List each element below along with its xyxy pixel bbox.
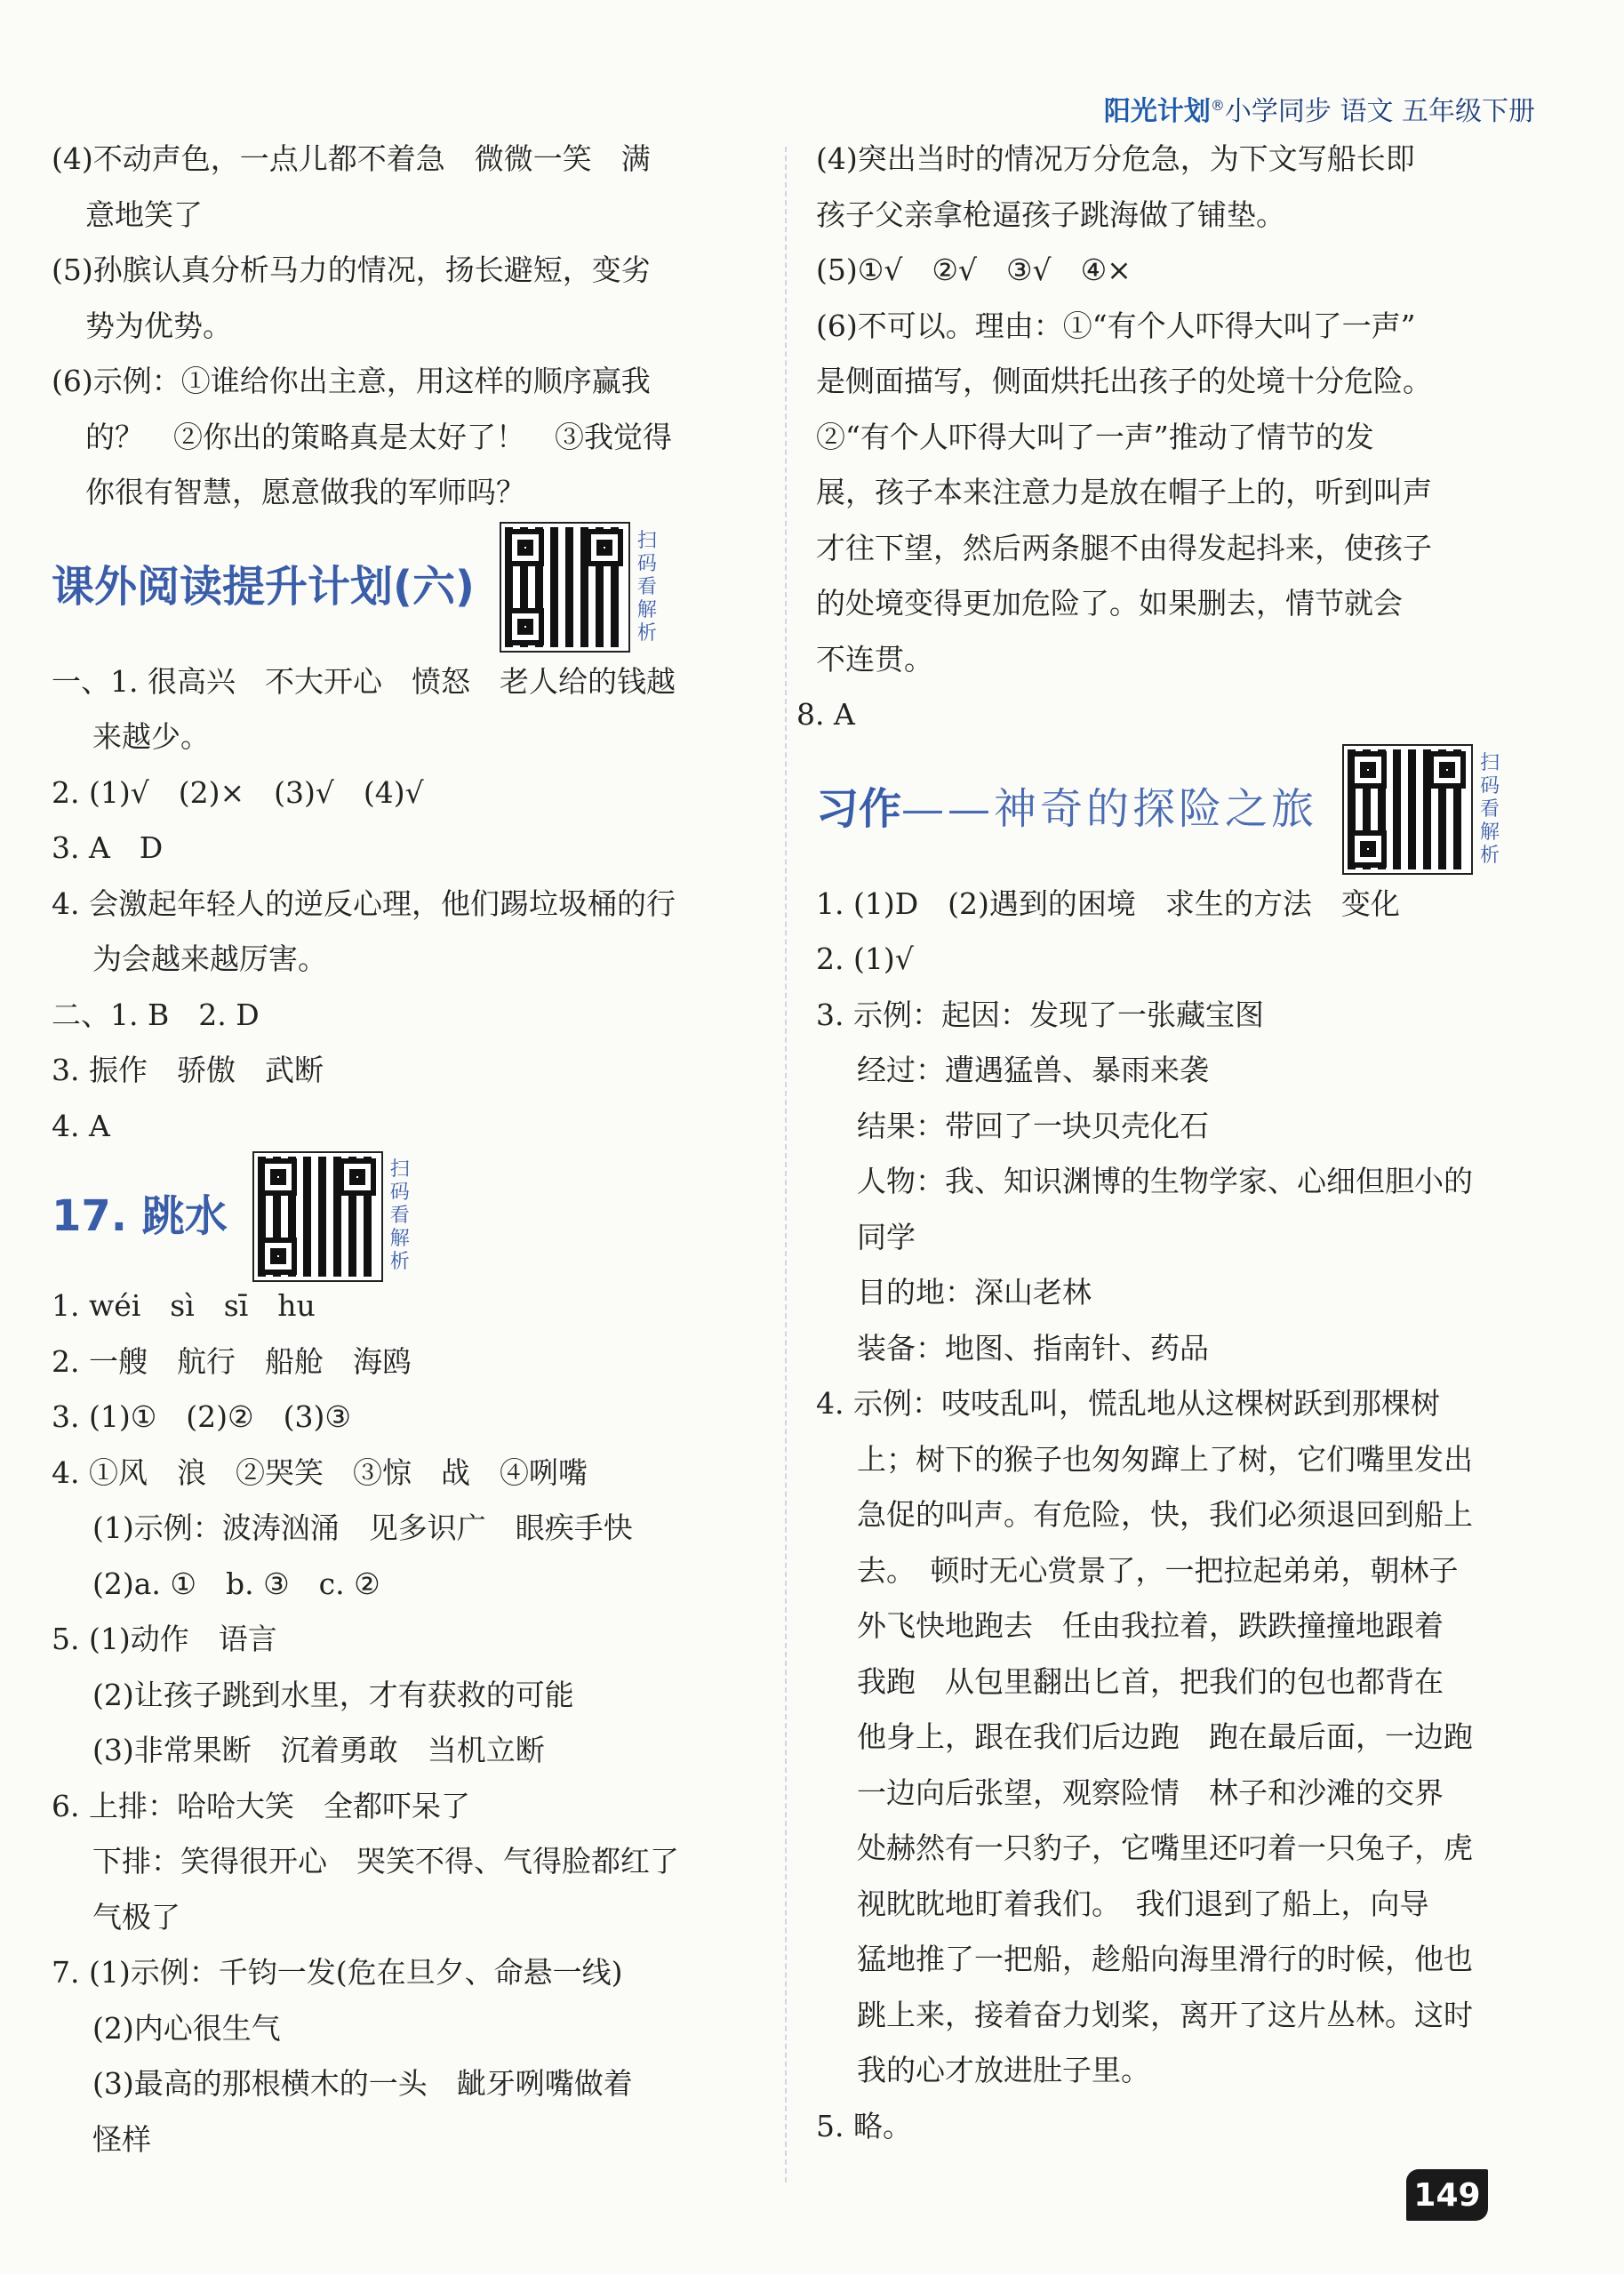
lesson17-answers [52, 1278, 745, 2167]
answer-line: 4. ①风 浪 ②哭笑 ③惊 战 ④咧嘴 [52, 1454, 588, 1490]
answer-line: 7. (1)示例：千钧一发(危在旦夕、命悬一线) [52, 1955, 623, 1990]
answer-line: 怪样 [92, 2121, 151, 2157]
answer-line: 1. wéi sì sī hu [52, 1288, 316, 1323]
qr-code-icon[interactable] [1344, 746, 1471, 873]
answer-line: 才往下望，然后两条腿不由得发起抖来，使孩子 [816, 530, 1432, 565]
left-intro-block [52, 132, 745, 521]
writing-title-main: 习作 [816, 784, 902, 835]
answer-line: 4. 会激起年轻人的逆反心理，他们踢垃圾桶的行 [52, 885, 676, 921]
answer-line: ②“有个人吓得大叫了一声”推动了情节的发 [816, 419, 1374, 454]
qr-code-icon[interactable] [501, 524, 628, 651]
answer-line: 我的心才放进肚子里。 [857, 2053, 1150, 2087]
answer-line: 去。 顿时无心赏景了，一把拉起弟弟，朝林子 [857, 1552, 1459, 1588]
answer-line: 2. (1)√ (2)× (3)√ (4)√ [52, 774, 424, 810]
book-title: 小学同步 语文 五年级下册 [1224, 96, 1535, 127]
writing-answers [816, 877, 1509, 2155]
answer-line: 4. A [52, 1108, 110, 1143]
answer-line: 3. (1)① (2)② (3)③ [52, 1399, 351, 1434]
answer-line: 的？ ②你出的策略真是太好了！ ③我觉得 [85, 419, 672, 454]
section-heading-lesson17 [52, 1154, 745, 1278]
reading-answers [52, 654, 745, 1155]
registered-mark: ® [1210, 97, 1225, 114]
answer-line: (4)突出当时的情况万分危急，为下文写船长即 [816, 141, 1415, 176]
right-intro-block [796, 132, 1509, 743]
answer-line: 的处境变得更加危险了。如果删去，情节就会 [816, 586, 1403, 621]
answer-line: 上；树下的猴子也匆匆蹿上了树，它们嘴里发出 [857, 1441, 1473, 1477]
answer-line: 目的地：深山老林 [857, 1275, 1092, 1310]
section-heading-writing [816, 743, 1509, 877]
answer-line: (5)孙膑认真分析马力的情况，扬长避短，变劣 [52, 252, 651, 287]
qr-label: 扫码看解析 [1480, 751, 1500, 867]
answer-line: 外飞快地跑去 任由我拉着，跌跌撞撞地跟着 [857, 1608, 1444, 1643]
answer-line: 展，孩子本来注意力是放在帽子上的，听到叫声 [816, 475, 1432, 509]
answer-line: (3)最高的那根横木的一头 龇牙咧嘴做着 [92, 2066, 633, 2101]
answer-line: (6)示例：①谁给你出主意，用这样的顺序赢我 [52, 364, 651, 398]
answer-line: 是侧面描写，侧面烘托出孩子的处境十分危险。 [816, 364, 1432, 398]
answer-line: 猛地推了一把船，趁船向海里滑行的时候，他也 [857, 1942, 1473, 1976]
answer-line: (2)a. ① b. ③ c. ② [92, 1566, 380, 1601]
section-heading-reading [52, 521, 745, 654]
qr-label: 扫码看解析 [389, 1158, 410, 1273]
answer-line: 意地笑了 [85, 196, 203, 232]
answer-line: 2. 一艘 航行 船舱 海鸥 [52, 1343, 412, 1379]
answer-line: 装备：地图、指南针、药品 [857, 1330, 1209, 1366]
answer-line: 结果：带回了一块贝壳化石 [857, 1108, 1209, 1143]
answer-line: 为会越来越厉害。 [92, 941, 327, 976]
answer-line: (1)示例：波涛汹涌 见多识广 眼疾手快 [92, 1510, 633, 1545]
left-column [52, 132, 745, 2167]
answer-line: 3. 振作 骄傲 武断 [52, 1053, 324, 1087]
answer-line: 急促的叫声。有危险，快，我们必须退回到船上 [857, 1497, 1473, 1532]
running-header [1104, 89, 1535, 128]
answer-line: 5. 略。 [816, 2108, 912, 2143]
qr-code-icon[interactable] [254, 1153, 381, 1280]
answer-line: 3. 示例：起因：发现了一张藏宝图 [816, 997, 1264, 1032]
answer-line: 处赫然有一只豹子，它嘴里还叼着一只兔子，虎 [857, 1830, 1473, 1865]
answer-line: 视眈眈地盯着我们。 我们退到了船上，向导 [857, 1886, 1429, 1921]
page-number: 149 [1406, 2169, 1488, 2221]
answer-line: 2. (1)√ [816, 941, 914, 976]
answer-line: 3. A D [52, 830, 164, 865]
answer-line: 势为优势。 [85, 308, 232, 343]
answer-line: 二、1. B 2. D [52, 997, 260, 1032]
answer-line: (2)让孩子跳到水里，才有获救的可能 [92, 1677, 574, 1712]
answer-line: 气极了 [92, 1899, 180, 1935]
answer-line: 一边向后张望，观察险情 林子和沙滩的交界 [857, 1774, 1444, 1810]
answer-line: 孩子父亲拿枪逼孩子跳海做了铺垫。 [816, 196, 1285, 232]
answer-line: (5)①√ ②√ ③√ ④× [816, 252, 1132, 287]
answer-line: 你很有智慧，愿意做我的军师吗？ [85, 475, 525, 509]
answer-line: 5. (1)动作 语言 [52, 1622, 277, 1656]
answer-line: 我跑 从包里翻出匕首，把我们的包也都背在 [857, 1663, 1444, 1699]
answer-line: 经过：遭遇猛兽、暴雨来袭 [857, 1053, 1209, 1087]
answer-line: 下排：笑得很开心 哭笑不得、气得脸都红了 [92, 1844, 679, 1878]
answer-line: (4)不动声色，一点儿都不着急 微微一笑 满 [52, 141, 651, 176]
right-column [796, 132, 1509, 2154]
answer-line: 不连贯。 [816, 641, 933, 677]
writing-title-sub: ——神奇的探险之旅 [901, 784, 1318, 835]
brand-name: 阳光计划 [1103, 96, 1211, 127]
answer-line: 8. A [796, 697, 855, 732]
answer-line: 一、1. 很高兴 不大开心 愤怒 老人给的钱越 [52, 663, 676, 699]
answer-line: 人物：我、知识渊博的生物学家、心细但胆小的 [857, 1164, 1473, 1198]
answer-line: 4. 示例：吱吱乱叫，慌乱地从这棵树跃到那棵树 [816, 1386, 1440, 1421]
answer-line: 同学 [857, 1219, 916, 1254]
answer-line: 来越少。 [92, 719, 210, 754]
answer-line: 6. 上排：哈哈大笑 全都吓呆了 [52, 1788, 470, 1823]
answer-line: 跳上来，接着奋力划桨，离开了这片丛林。这时 [857, 1997, 1473, 2032]
answer-line: 1. (1)D (2)遇到的困境 求生的方法 变化 [816, 885, 1400, 921]
section-title-lesson17: 17. 跳水 [52, 1190, 228, 1241]
qr-label: 扫码看解析 [636, 529, 657, 645]
answer-line: 他身上，跟在我们后边跑 跑在最后面，一边跑 [857, 1719, 1473, 1754]
section-title-reading: 课外阅读提升计划(六) [52, 562, 475, 613]
answer-line: (3)非常果断 沉着勇敢 当机立断 [92, 1733, 545, 1767]
section-title-writing [816, 781, 1317, 837]
column-divider [785, 147, 787, 2183]
answer-line: (2)内心很生气 [92, 2010, 281, 2046]
answer-line: (6)不可以。理由：①“有个人吓得大叫了一声” [816, 308, 1416, 343]
